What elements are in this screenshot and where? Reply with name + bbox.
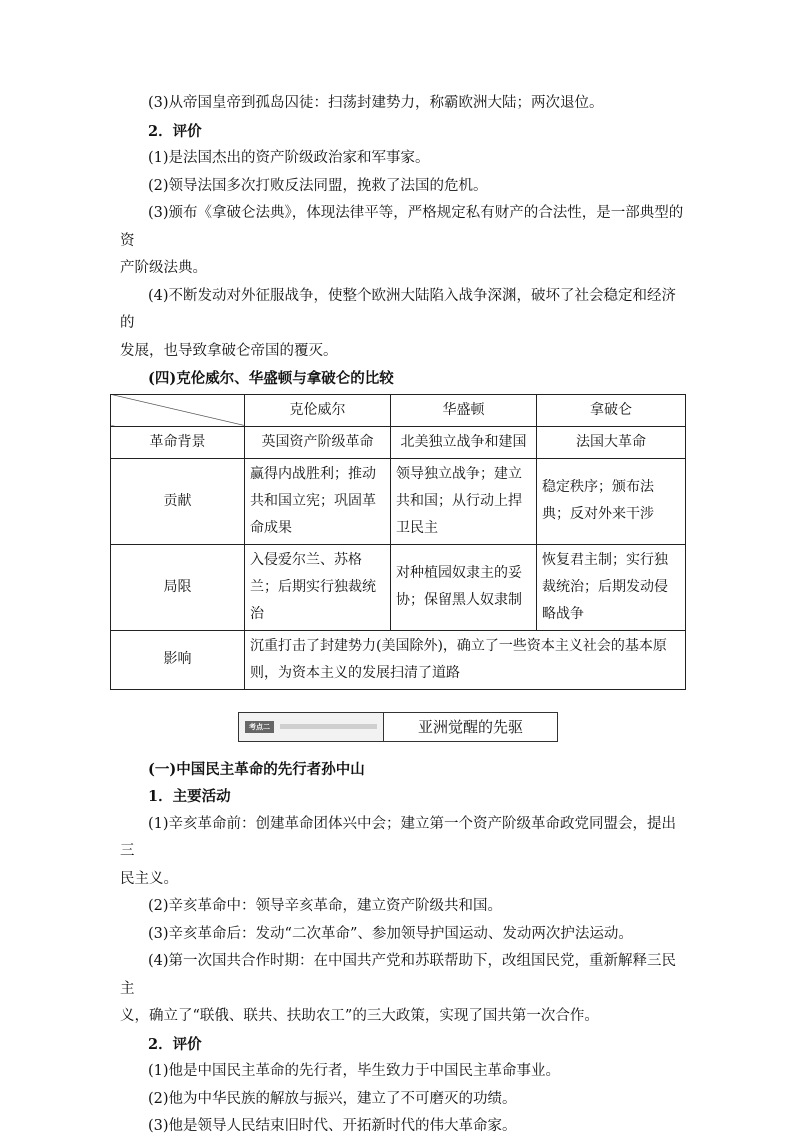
text-line: (3)他是领导人民结束旧时代、开拓新时代的伟大革命家。 <box>148 1118 517 1134</box>
table-row <box>111 458 686 544</box>
table-cell: 入侵爱尔兰、苏格兰；后期实行独裁统治 <box>245 544 391 630</box>
section-heading: 2．评价 <box>148 122 202 140</box>
bottom-section <box>120 756 684 1141</box>
text-line: 义，确立了“联俄、联共、扶助农工”的三大政策，实现了国共第一次合作。 <box>120 1008 599 1024</box>
table-header-row <box>111 394 686 426</box>
text-line: (2)辛亥革命中：领导辛亥革命，建立资产阶级共和国。 <box>148 898 503 914</box>
text-line: (3)颁布《拿破仑法典》，体现法律平等，严格规定私有财产的合法性，是一部典型的资 <box>120 205 684 249</box>
text-line: 民主义。 <box>120 870 178 887</box>
text-line: (1)是法国杰出的资产阶级政治家和军事家。 <box>148 150 430 166</box>
section-heading: (一)中国民主革命的先行者孙中山 <box>148 760 365 778</box>
text-line: (2)领导法国多次打败反法同盟，挽救了法国的危机。 <box>148 177 488 194</box>
top-section <box>120 90 684 393</box>
text-line: (1)他是中国民主革命的先行者，毕生致力于中国民主革命事业。 <box>148 1063 561 1079</box>
table-row <box>111 544 686 630</box>
text-line: (4)第一次国共合作时期：在中国共产党和苏联帮助下，改组国民党，重新解释三民主 <box>120 953 677 997</box>
table-row <box>111 426 686 458</box>
banner-tag: 考点二 <box>245 721 274 733</box>
section-banner <box>238 712 558 742</box>
page-content <box>120 90 684 1141</box>
banner-title: 亚洲觉醒的先驱 <box>417 718 523 736</box>
table-cell: 恢复君主制；实行独裁统治；后期发动侵略战争 <box>537 544 686 630</box>
table-cell: 领导独立战争；建立共和国；从行动上捍卫民主 <box>391 458 537 544</box>
row-label: 影响 <box>111 630 245 689</box>
column-header: 华盛顿 <box>391 394 537 426</box>
table-cell: 北美独立战争和建国 <box>391 426 537 458</box>
column-header: 拿破仑 <box>537 394 686 426</box>
table-row <box>111 630 686 689</box>
table-cell: 英国资产阶级革命 <box>245 426 391 458</box>
text-line: (1)辛亥革命前：创建革命团体兴中会；建立第一个资产阶级革命政党同盟会，提出三 <box>120 815 677 859</box>
section-heading: 2．评价 <box>148 1035 202 1053</box>
text-line: (2)他为中华民族的解放与振兴，建立了不可磨灭的功绩。 <box>148 1090 517 1107</box>
table-cell: 对种植园奴隶主的妥协；保留黑人奴隶制 <box>391 544 537 630</box>
text-line: 产阶级法典。 <box>120 260 207 276</box>
table-cell: 法国大革命 <box>537 426 686 458</box>
table-cell: 稳定秩序；颁布法典；反对外来干涉 <box>537 458 686 544</box>
row-label: 局限 <box>111 544 245 630</box>
column-header: 克伦威尔 <box>245 394 391 426</box>
row-label: 贡献 <box>111 458 245 544</box>
text-line: (3)辛亥革命后：发动“二次革命”、参加领导护国运动、发动两次护法运动。 <box>148 925 633 942</box>
banner-left <box>239 713 384 741</box>
comparison-table <box>110 394 686 690</box>
text-line: 发展，也导致拿破仑帝国的覆灭。 <box>120 342 338 359</box>
section-heading: (四)克伦威尔、华盛顿与拿破仑的比较 <box>148 370 394 387</box>
section-heading: 1．主要活动 <box>148 788 231 805</box>
row-label: 革命背景 <box>111 426 245 458</box>
text-line: (3)从帝国皇帝到孤岛囚徒：扫荡封建势力，称霸欧洲大陆；两次退位。 <box>148 95 604 111</box>
banner-bar <box>280 724 377 729</box>
text-line: (4)不断发动对外征服战争，使整个欧洲大陆陷入战争深渊，破坏了社会稳定和经济的 <box>120 287 677 331</box>
table-cell: 赢得内战胜利；推动共和国立宪；巩固革命成果 <box>245 458 391 544</box>
table-cell: 沉重打击了封建势力(美国除外)，确立了一些资本主义社会的基本原则，为资本主义的发展扫清了道路 <box>245 630 686 689</box>
diagonal-header-cell <box>111 394 245 426</box>
